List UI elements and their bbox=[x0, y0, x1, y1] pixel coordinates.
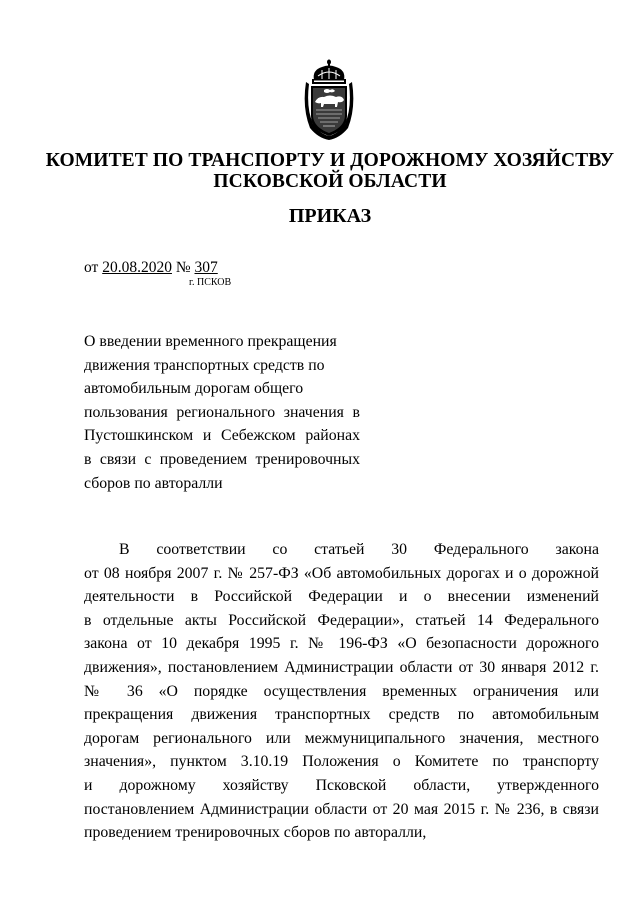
body-line: прекращения движения транспортных средств по автомобильным bbox=[84, 706, 599, 724]
order-date-number bbox=[84, 258, 218, 278]
order-city: г. ПСКОВ bbox=[189, 277, 232, 288]
subject-line: Пустошкинском и Себежском районах bbox=[84, 427, 360, 445]
body-line: дорогам регионального или межмуниципального значения, местного bbox=[84, 729, 599, 747]
order-date: 20.08.2020 bbox=[102, 259, 172, 276]
body-line: закона от 10 декабря 1995 г. № 196-ФЗ «О безопасности дорожного bbox=[84, 635, 599, 653]
body-line: деятельности в Российской Федерации и о внесении изменений bbox=[84, 588, 599, 606]
subject-line: сборов по авторалли bbox=[84, 474, 223, 492]
body-line: проведением тренировочных сборов по авторалли, bbox=[84, 824, 427, 842]
subject-line: О введении временного прекращения bbox=[84, 333, 337, 350]
body-line: постановлением Администрации области от 20 мая 2015 г. № 236, в связи bbox=[84, 800, 599, 818]
document-type-title: ПРИКАЗ bbox=[288, 205, 372, 227]
body-line: № 36 «О порядке осуществления временных ограничения или bbox=[84, 682, 599, 700]
subject-line: в связи с проведением тренировочных bbox=[84, 450, 360, 468]
body-line: движения», постановлением Администрации области от 30 января 2012 г. bbox=[84, 658, 599, 676]
coat-of-arms-emblem bbox=[300, 58, 358, 142]
subject-line: пользования регионального значения в bbox=[84, 403, 360, 421]
body-line: от 08 ноября 2007 г. № 257-ФЗ «Об автомобильных дорогах и о дорожной bbox=[84, 564, 599, 582]
order-number-label: № bbox=[171, 259, 195, 276]
order-number: 307 bbox=[194, 259, 218, 276]
order-from-label: от bbox=[84, 259, 103, 276]
order-subject bbox=[84, 330, 360, 495]
body-line: В соответствии со статьей 30 Федерального закона bbox=[119, 541, 599, 558]
organization-name-line1: КОМИТЕТ ПО ТРАНСПОРТУ И ДОРОЖНОМУ ХОЗЯЙСТВУ bbox=[45, 150, 615, 171]
body-line: в отдельные акты Российской Федерации», статьей 14 Федерального bbox=[84, 611, 599, 629]
subject-line: движения транспортных средств по bbox=[84, 356, 325, 374]
organization-name-line2: ПСКОВСКОЙ ОБЛАСТИ bbox=[213, 171, 447, 192]
subject-line: автомобильным дорогам общего bbox=[84, 380, 304, 398]
order-body-paragraph bbox=[84, 538, 599, 845]
body-line: значения», пунктом 3.10.19 Положения о Комитете по транспорту bbox=[84, 753, 599, 771]
body-line: и дорожному хозяйству Псковской области, утвержденного bbox=[84, 776, 599, 794]
